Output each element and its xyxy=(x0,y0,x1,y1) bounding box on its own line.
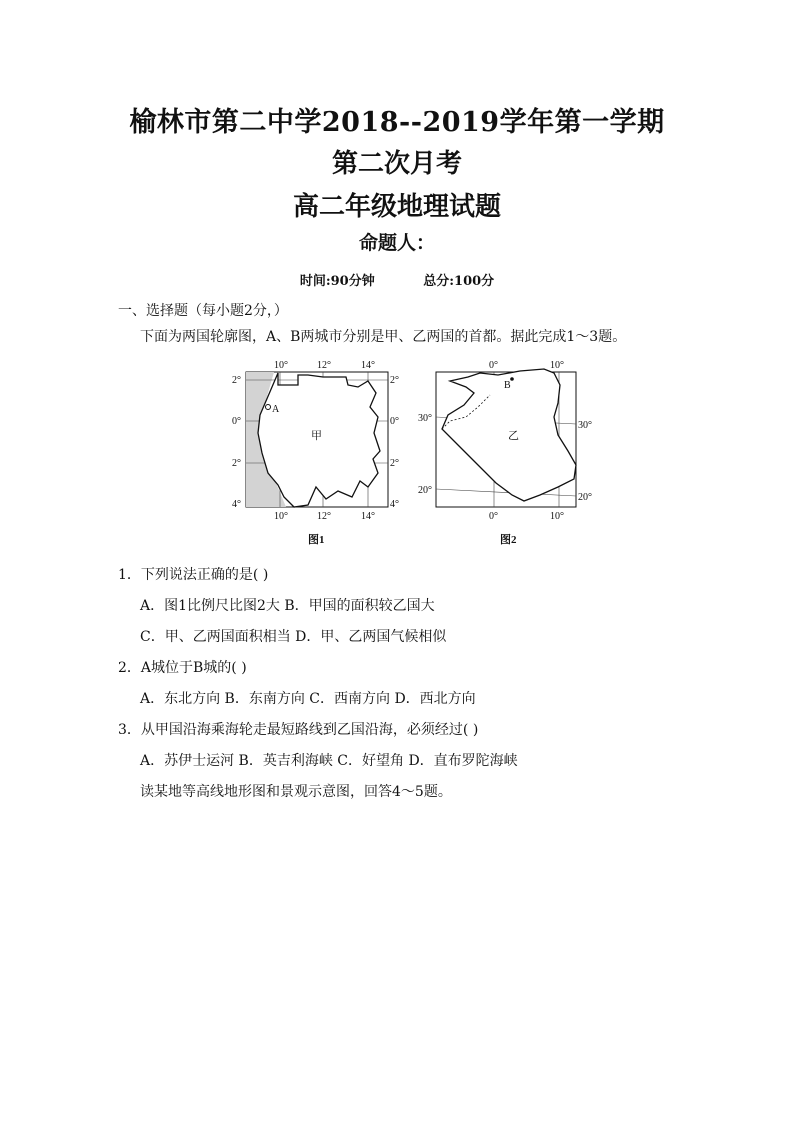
section1-intro: 下面为两国轮廓图，A、B两城市分别是甲、乙两国的首都。据此完成1～3题。 xyxy=(140,329,627,345)
title-line-1: 榆林市第二中学2018--2019学年第一学期 xyxy=(129,107,665,138)
figure-2-country-label: 乙 xyxy=(508,430,519,442)
question-3-stem: 3．从甲国沿海乘海轮走最短路线到乙国沿海，必须经过( ) xyxy=(118,722,479,738)
section2-intro: 读某地等高线地形图和景观示意图，回答4～5题。 xyxy=(140,784,452,800)
total-score: 总分:100分 xyxy=(423,274,495,289)
figure-2-city-label: B xyxy=(504,380,511,391)
figure-2-lat-right-1: 30° xyxy=(578,420,592,431)
figure-2-lon-top-2: 10° xyxy=(550,360,564,371)
figure-2-map xyxy=(418,360,592,546)
figure-1-lat-right-1: 2° xyxy=(390,375,399,386)
figure-2-lat-left-1: 30° xyxy=(418,413,432,424)
figure-1-map xyxy=(232,360,399,546)
figure-2-lon-top-1: 0° xyxy=(489,360,498,371)
figure-1-lat-right-4: 4° xyxy=(390,499,399,510)
figure-1-city-label: A xyxy=(272,404,280,415)
question-1-stem: 1．下列说法正确的是( ) xyxy=(118,567,269,583)
figure-2-lon-bottom-1: 0° xyxy=(489,511,498,522)
figure-1-lon-top-3: 14° xyxy=(361,360,375,371)
figure-2-caption: 图2 xyxy=(500,534,517,546)
figure-1-lat-right-2: 0° xyxy=(390,416,399,427)
question-2-options-line-1: A．东北方向 B．东南方向 C．西南方向 D．西北方向 xyxy=(140,691,476,707)
title-line-3: 高二年级地理试题 xyxy=(292,192,501,222)
figure-1-lon-top-1: 10° xyxy=(274,360,288,371)
exam-meta xyxy=(0,270,794,289)
figure-1-lon-top-2: 12° xyxy=(317,360,331,371)
figure-1-lat-left-3: 2° xyxy=(232,458,241,469)
figure-1-lon-bottom-1: 10° xyxy=(274,511,288,522)
question-2-stem: 2．A城位于B城的( ) xyxy=(118,660,247,676)
figure-1-lat-right-3: 2° xyxy=(390,458,399,469)
figure-1-lon-bottom-3: 14° xyxy=(361,511,375,522)
figure-1-country-label: 甲 xyxy=(311,430,322,442)
figure-2-lat-right-2: 20° xyxy=(578,492,592,503)
figure-1-lat-left-4: 4° xyxy=(232,499,241,510)
figure-1-lon-bottom-2: 12° xyxy=(317,511,331,522)
figure-2-lat-left-2: 20° xyxy=(418,485,432,496)
figure-1-lat-left-1: 2° xyxy=(232,375,241,386)
question-1-options-line-2: C．甲、乙两国面积相当 D．甲、乙两国气候相似 xyxy=(140,629,447,645)
section1-heading: 一、选择题（每小题2分，） xyxy=(118,303,288,319)
time-limit: 时间:90分钟 xyxy=(299,274,375,289)
question-3-options-line-1: A．苏伊士运河 B．英吉利海峡 C．好望角 D．直布罗陀海峡 xyxy=(140,753,518,769)
figure-1-caption: 图1 xyxy=(308,534,325,546)
author-label: 命题人： xyxy=(358,232,435,254)
maps-figure xyxy=(228,355,600,550)
title-line-2: 第二次月考 xyxy=(331,149,462,179)
figure-1-lat-left-2: 0° xyxy=(232,416,241,427)
question-1-options-line-1: A．图1比例尺比图2大 B．甲国的面积较乙国大 xyxy=(140,598,435,614)
figure-2-lon-bottom-2: 10° xyxy=(550,511,564,522)
